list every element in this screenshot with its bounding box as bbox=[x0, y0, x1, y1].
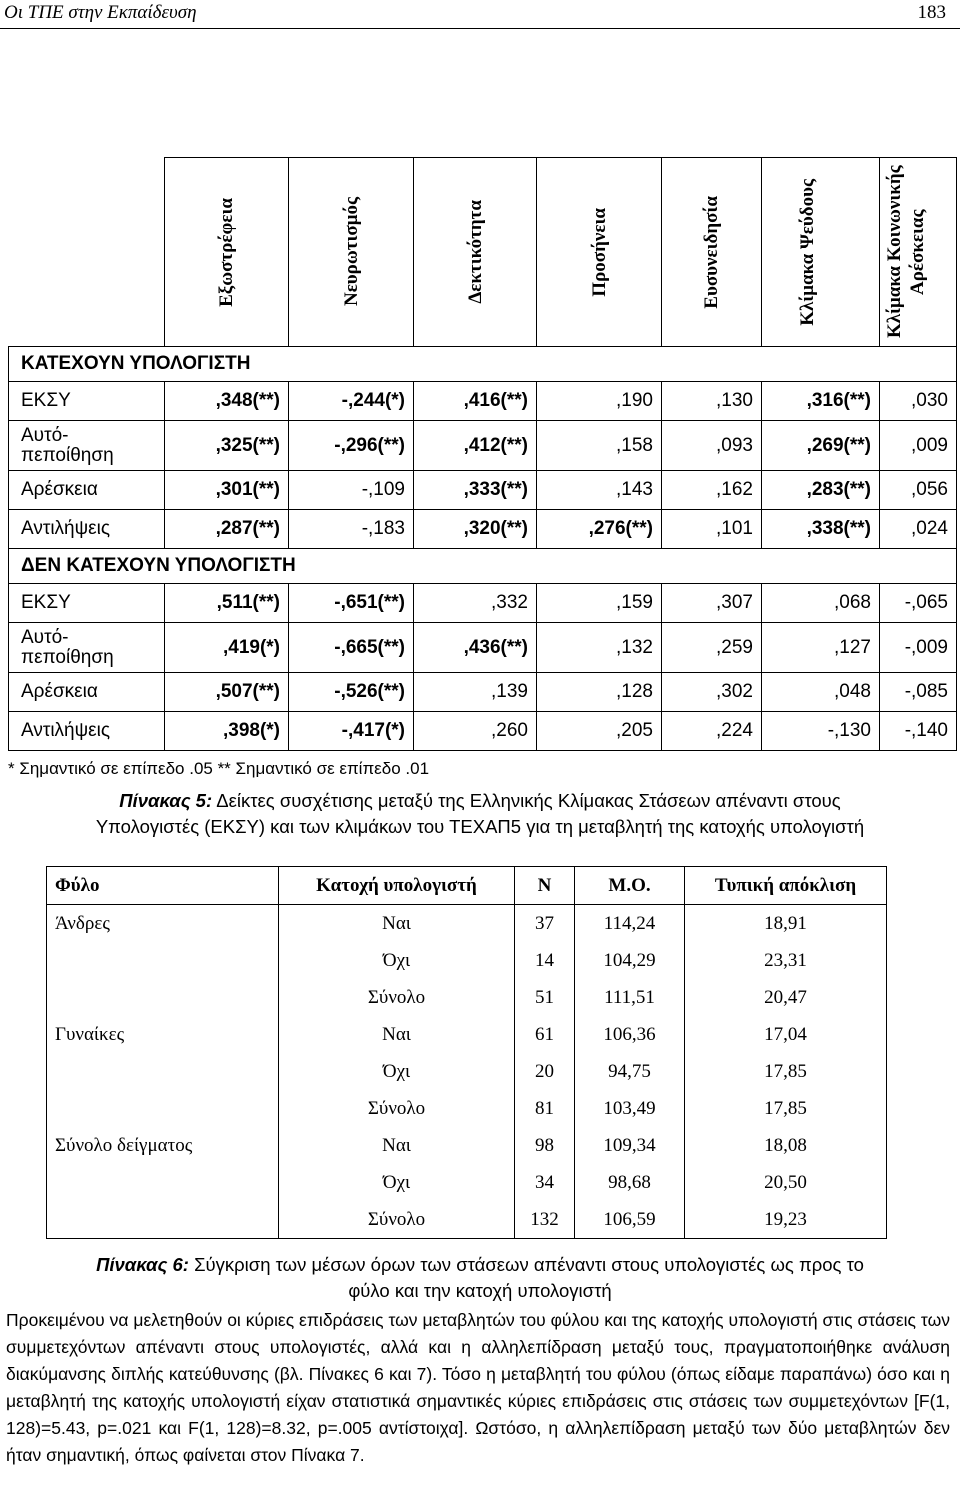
cell-value: 51 bbox=[515, 979, 575, 1016]
cell-value: 17,85 bbox=[685, 1090, 887, 1127]
row-label: Αντιλήψεις bbox=[9, 510, 165, 549]
cell-value: 37 bbox=[515, 905, 575, 943]
cell-value: ,158 bbox=[537, 421, 662, 471]
significance-note: * Σημαντικό σε επίπεδο .05 ** Σημαντικό σε επίπεδο .01 bbox=[8, 759, 430, 778]
row-label: Αντιλήψεις bbox=[9, 712, 165, 751]
table-row bbox=[9, 510, 957, 549]
cell-value: Όχι bbox=[279, 1053, 515, 1090]
col-header: Μ.Ο. bbox=[575, 867, 685, 905]
cell-value: ,302 bbox=[662, 673, 762, 712]
table-row bbox=[47, 1016, 887, 1053]
col-header: Νευρωτισμός bbox=[289, 158, 414, 347]
row-label: Αυτό- πεποίθηση bbox=[9, 623, 165, 673]
cell-value: ,205 bbox=[537, 712, 662, 751]
cell-value: ,139 bbox=[414, 673, 537, 712]
page-header bbox=[0, 0, 960, 29]
correlation-table bbox=[8, 157, 957, 751]
cell-value: -,109 bbox=[289, 471, 414, 510]
cell-value: ,436(**) bbox=[414, 623, 537, 673]
group-label bbox=[47, 1090, 279, 1127]
cell-value: 14 bbox=[515, 942, 575, 979]
cell-value: Σύνολο bbox=[279, 979, 515, 1016]
cell-value: ,259 bbox=[662, 623, 762, 673]
col-header: Τυπική απόκλιση bbox=[685, 867, 887, 905]
cell-value: ,283(**) bbox=[762, 471, 880, 510]
table-row bbox=[9, 382, 957, 421]
cell-value: ,260 bbox=[414, 712, 537, 751]
col-header: Κλίμακα Κοινωνικής Αρέσκειας bbox=[880, 158, 957, 347]
cell-value: ,307 bbox=[662, 584, 762, 623]
table5-caption: Πίνακας 5: Δείκτες συσχέτισης μεταξύ της Ελληνικής Κλίμακας Στάσεων απέναντι στους Υπολογιστές (ΕΚΣΥ) και των κλιμάκων του ΤΕΧΑΠ5 για τη μεταβλητή της κατοχής υπολογιστή bbox=[95, 790, 865, 837]
group-label: Άνδρες bbox=[47, 905, 279, 943]
cell-value: ,412(**) bbox=[414, 421, 537, 471]
group-label bbox=[47, 1164, 279, 1201]
section-title: ΚΑΤΕΧΟΥΝ ΥΠΟΛΟΓΙΣΤΗ bbox=[9, 347, 957, 382]
group-label bbox=[47, 1201, 279, 1239]
col-header: Κλίμακα Ψεύδους bbox=[762, 158, 880, 347]
cell-value: 23,31 bbox=[685, 942, 887, 979]
cell-value: ,348(**) bbox=[165, 382, 289, 421]
cell-value: 103,49 bbox=[575, 1090, 685, 1127]
cell-value: Όχι bbox=[279, 942, 515, 979]
col-header: Ευσυνειδησία bbox=[662, 158, 762, 347]
cell-value: 106,59 bbox=[575, 1201, 685, 1239]
cell-value: -,065 bbox=[880, 584, 957, 623]
cell-value: ,101 bbox=[662, 510, 762, 549]
row-label: ΕΚΣΥ bbox=[9, 382, 165, 421]
cell-value: 98 bbox=[515, 1127, 575, 1164]
cell-value: 18,08 bbox=[685, 1127, 887, 1164]
cell-value: ,009 bbox=[880, 421, 957, 471]
cell-value: 20,47 bbox=[685, 979, 887, 1016]
corner-cell bbox=[9, 158, 165, 347]
cell-value: 109,34 bbox=[575, 1127, 685, 1164]
cell-value: 111,51 bbox=[575, 979, 685, 1016]
cell-value: ,162 bbox=[662, 471, 762, 510]
group-label bbox=[47, 1053, 279, 1090]
cell-value: -,009 bbox=[880, 623, 957, 673]
cell-value: ,338(**) bbox=[762, 510, 880, 549]
cell-value: ,159 bbox=[537, 584, 662, 623]
col-header: Φύλο bbox=[47, 867, 279, 905]
group-label: Σύνολο δείγματος bbox=[47, 1127, 279, 1164]
cell-value: ,224 bbox=[662, 712, 762, 751]
cell-value: -,244(*) bbox=[289, 382, 414, 421]
cell-value: ,511(**) bbox=[165, 584, 289, 623]
cell-value: 98,68 bbox=[575, 1164, 685, 1201]
table-row bbox=[47, 1053, 887, 1090]
cell-value: ,143 bbox=[537, 471, 662, 510]
cell-value: ,320(**) bbox=[414, 510, 537, 549]
running-title: Οι ΤΠΕ στην Εκπαίδευση bbox=[4, 2, 197, 23]
cell-value: Ναι bbox=[279, 1016, 515, 1053]
table-row bbox=[47, 1127, 887, 1164]
group-label: Γυναίκες bbox=[47, 1016, 279, 1053]
group-label bbox=[47, 979, 279, 1016]
cell-value: 114,24 bbox=[575, 905, 685, 943]
cell-value: 61 bbox=[515, 1016, 575, 1053]
cell-value: ,301(**) bbox=[165, 471, 289, 510]
row-label: Αρέσκεια bbox=[9, 471, 165, 510]
col-header: Δεκτικότητα bbox=[414, 158, 537, 347]
table-row bbox=[9, 584, 957, 623]
table-row bbox=[47, 942, 887, 979]
group-label bbox=[47, 942, 279, 979]
table-row bbox=[9, 673, 957, 712]
cell-value: ,276(**) bbox=[537, 510, 662, 549]
cell-value: 106,36 bbox=[575, 1016, 685, 1053]
cell-value: ,333(**) bbox=[414, 471, 537, 510]
col-header: Εξωστρέφεια bbox=[165, 158, 289, 347]
cell-value: -,417(*) bbox=[289, 712, 414, 751]
row-label: Αρέσκεια bbox=[9, 673, 165, 712]
cell-value: 17,85 bbox=[685, 1053, 887, 1090]
cell-value: -,526(**) bbox=[289, 673, 414, 712]
table-row bbox=[47, 1090, 887, 1127]
cell-value: ,024 bbox=[880, 510, 957, 549]
cell-value: 81 bbox=[515, 1090, 575, 1127]
table-row bbox=[47, 979, 887, 1016]
cell-value: 18,91 bbox=[685, 905, 887, 943]
section-title: ΔΕΝ ΚΑΤΕΧΟΥΝ ΥΠΟΛΟΓΙΣΤΗ bbox=[9, 549, 957, 584]
col-header: Ν bbox=[515, 867, 575, 905]
cell-value: ,056 bbox=[880, 471, 957, 510]
cell-value: ,507(**) bbox=[165, 673, 289, 712]
cell-value: ,132 bbox=[537, 623, 662, 673]
cell-value: ,068 bbox=[762, 584, 880, 623]
table-row bbox=[9, 471, 957, 510]
table-row bbox=[47, 1201, 887, 1239]
cell-value: ,030 bbox=[880, 382, 957, 421]
cell-value: 19,23 bbox=[685, 1201, 887, 1239]
cell-value: Σύνολο bbox=[279, 1090, 515, 1127]
table-row bbox=[47, 1164, 887, 1201]
cell-value: -,651(**) bbox=[289, 584, 414, 623]
page-number: 183 bbox=[917, 2, 946, 23]
cell-value: ,325(**) bbox=[165, 421, 289, 471]
cell-value: -,296(**) bbox=[289, 421, 414, 471]
cell-value: ,332 bbox=[414, 584, 537, 623]
cell-value: ,416(**) bbox=[414, 382, 537, 421]
cell-value: ,128 bbox=[537, 673, 662, 712]
means-table bbox=[46, 866, 887, 1239]
body-paragraph: Προκειμένου να μελετηθούν οι κύριες επιδράσεις των μεταβλητών του φύλου και της κατοχής υπολογιστή στις στάσεις των συμμετεχόντων απέναντι στους υπολογιστές, αλλά και η αλληλεπίδραση μεταξύ τους, πραγματοποιήθηκε ανάλυση διακύμανσης διπλής κατεύθυνσης (βλ. Πίνακες 6 και 7). Τόσο η μεταβλητή του φύλου (όπως είδαμε παραπάνω) όσο και η μεταβλητή της κατοχής υπολογιστή είχαν στατιστικά σημαντικές κύριες επιδράσεις στις στάσεις των συμμετεχόντων [F(1, 128)=5.43, p=.021 και F(1, 128)=8.32, p=.005 αντίστοιχα]. Ωστόσο, η αλληλεπίδραση μεταξύ των δύο μεταβλητών δεν ήταν σημαντική, όπως φαίνεται στον Πίνακα 7. bbox=[6, 1310, 950, 1465]
col-header: Προσήνεια bbox=[537, 158, 662, 347]
cell-value: 94,75 bbox=[575, 1053, 685, 1090]
cell-value: Ναι bbox=[279, 905, 515, 943]
cell-value: -,140 bbox=[880, 712, 957, 751]
col-header: Κατοχή υπολογιστή bbox=[279, 867, 515, 905]
cell-value: -,085 bbox=[880, 673, 957, 712]
table-row bbox=[9, 623, 957, 673]
cell-value: 34 bbox=[515, 1164, 575, 1201]
table-row bbox=[47, 905, 887, 943]
cell-value: ,398(*) bbox=[165, 712, 289, 751]
table6-caption: Πίνακας 6: Σύγκριση των μέσων όρων των στάσεων απέναντι στους υπολογιστές ως προς το φύλο και την κατοχή υπολογιστή bbox=[96, 1254, 864, 1301]
cell-value: 20 bbox=[515, 1053, 575, 1090]
cell-value: ,048 bbox=[762, 673, 880, 712]
cell-value: ,190 bbox=[537, 382, 662, 421]
cell-value: 132 bbox=[515, 1201, 575, 1239]
table-row bbox=[9, 712, 957, 751]
table-row bbox=[9, 421, 957, 471]
cell-value: ,269(**) bbox=[762, 421, 880, 471]
cell-value: -,130 bbox=[762, 712, 880, 751]
cell-value: ,130 bbox=[662, 382, 762, 421]
cell-value: ,316(**) bbox=[762, 382, 880, 421]
cell-value: Όχι bbox=[279, 1164, 515, 1201]
cell-value: -,183 bbox=[289, 510, 414, 549]
cell-value: Ναι bbox=[279, 1127, 515, 1164]
cell-value: ,093 bbox=[662, 421, 762, 471]
row-label: Αυτό- πεποίθηση bbox=[9, 421, 165, 471]
cell-value: 20,50 bbox=[685, 1164, 887, 1201]
row-label: ΕΚΣΥ bbox=[9, 584, 165, 623]
cell-value: -,665(**) bbox=[289, 623, 414, 673]
cell-value: 17,04 bbox=[685, 1016, 887, 1053]
cell-value: Σύνολο bbox=[279, 1201, 515, 1239]
cell-value: ,287(**) bbox=[165, 510, 289, 549]
cell-value: ,127 bbox=[762, 623, 880, 673]
cell-value: 104,29 bbox=[575, 942, 685, 979]
cell-value: ,419(*) bbox=[165, 623, 289, 673]
